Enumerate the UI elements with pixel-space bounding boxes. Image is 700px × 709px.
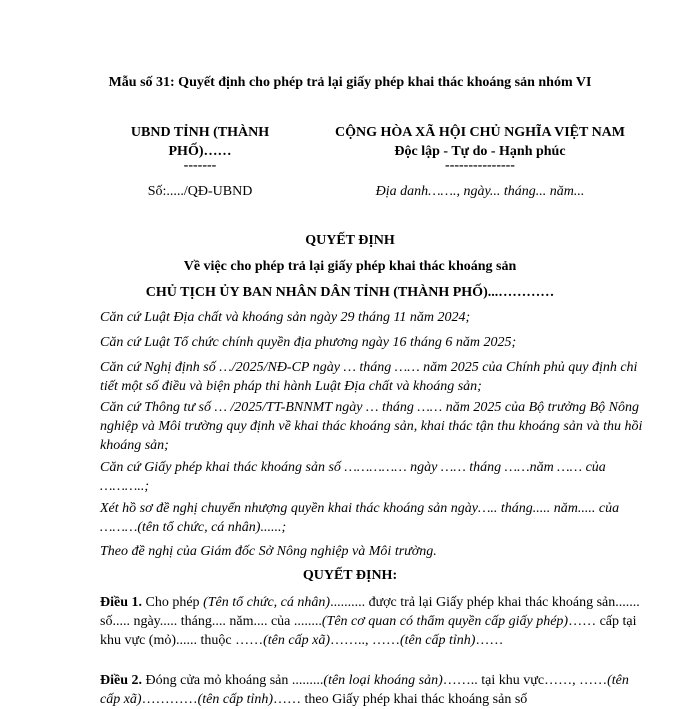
decides-heading: QUYẾT ĐỊNH:: [302, 568, 398, 583]
article-1: [100, 593, 645, 650]
proposal-clause: Theo đề nghị của Giám đốc Sở Nông nghiệp và Môi trường.: [100, 544, 437, 559]
article-1-text: .......... được trả lại Giấy phép khai thác khoáng sản....... số..... ngày..... tháng.... năm.... của ........: [100, 595, 640, 629]
national-title: CỘNG HÒA XÃ HỘI CHỦ NGHĨA VIỆT NAM: [334, 125, 625, 140]
legal-basis-5: Căn cứ Giấy phép khai thác khoáng sản số …………… ngày …… tháng ……năm …… của ………..;: [100, 460, 606, 494]
legal-basis-4: Căn cứ Thông tư số … /2025/TT-BNNMT ngày … tháng …… năm 2025 của Bộ trưởng Bộ Nông nghiệp và Môi trường quy định về khai thác khoáng sản, khai thác tận thu khoáng sản và thu hồi khoáng sản;: [100, 400, 643, 453]
article-2-text: …………: [141, 692, 198, 707]
article-1-placeholder: (tên cấp xã): [263, 633, 330, 648]
national-motto: Độc lập - Tự do - Hạnh phúc: [394, 144, 566, 159]
legal-basis-3: Căn cứ Nghị định số …/2025/NĐ-CP ngày … tháng …… năm 2025 của Chính phủ quy định chi tiết một số điều và biện pháp thi hành Luật Địa chất và khoáng sản;: [100, 360, 638, 394]
article-2-text: Đóng cửa mỏ khoáng sản .........: [142, 673, 324, 688]
article-2-text: …… theo Giấy phép khai thác khoáng sản số: [273, 692, 528, 707]
review-clause: Xét hồ sơ đề nghị chuyển nhượng quyền khai thác khoáng sản ngày….. tháng..... năm..... của ………(tên tổ chức, cá nhân)......;: [100, 501, 620, 535]
document-number: Số:...../QĐ-UBND: [147, 184, 253, 199]
issuing-authority-line1: UBND TỈNH (THÀNH: [130, 125, 270, 140]
article-2-placeholder: (tên cấp xã): [100, 673, 629, 707]
legal-basis-1: Căn cứ Luật Địa chất và khoáng sản ngày 29 tháng 11 năm 2024;: [100, 310, 471, 325]
national-motto-block: [290, 123, 670, 171]
issuing-authority-line2: PHỐ)……: [168, 144, 232, 159]
issuing-authority-block: [100, 123, 300, 171]
decision-subject: Về việc cho phép trả lại giấy phép khai thác khoáng sản: [183, 259, 517, 274]
form-title: Mẫu số 31: Quyết định cho phép trả lại giấy phép khai thác khoáng sản nhóm VI: [108, 75, 592, 90]
national-motto-divider: ---------------: [445, 158, 515, 173]
article-2-placeholder: (tên loại khoáng sản): [323, 673, 443, 688]
article-2-placeholder: (tên cấp tỉnh): [197, 692, 274, 707]
article-2-text: …….. tại khu vực……, ……: [442, 673, 608, 688]
place-date: Địa danh……., ngày... tháng... năm...: [375, 184, 585, 199]
legal-basis-2: Căn cứ Luật Tổ chức chính quyền địa phương ngày 16 tháng 6 năm 2025;: [100, 335, 517, 350]
article-2-label: Điều 2.: [100, 673, 142, 688]
article-1-placeholder: (Tên cơ quan có thẩm quyền cấp giấy phép): [321, 614, 569, 629]
article-1-placeholder: (tên cấp tỉnh): [399, 633, 476, 648]
authority-title: CHỦ TỊCH ỦY BAN NHÂN DÂN TỈNH (THÀNH PHỐ)...…………: [145, 285, 555, 300]
article-1-placeholder: (Tên tổ chức, cá nhân): [203, 595, 331, 610]
article-1-label: Điều 1.: [100, 595, 142, 610]
article-1-text: …… cấp tại khu vực (mỏ)...... thuộc ……: [100, 614, 637, 648]
decision-title: QUYẾT ĐỊNH: [305, 233, 395, 248]
article-2: [100, 671, 645, 709]
issuing-authority-divider: -------: [183, 158, 217, 173]
article-1-text: ……: [475, 633, 504, 648]
article-1-text: …….., ……: [329, 633, 400, 648]
article-1-text: Cho phép: [142, 595, 204, 610]
